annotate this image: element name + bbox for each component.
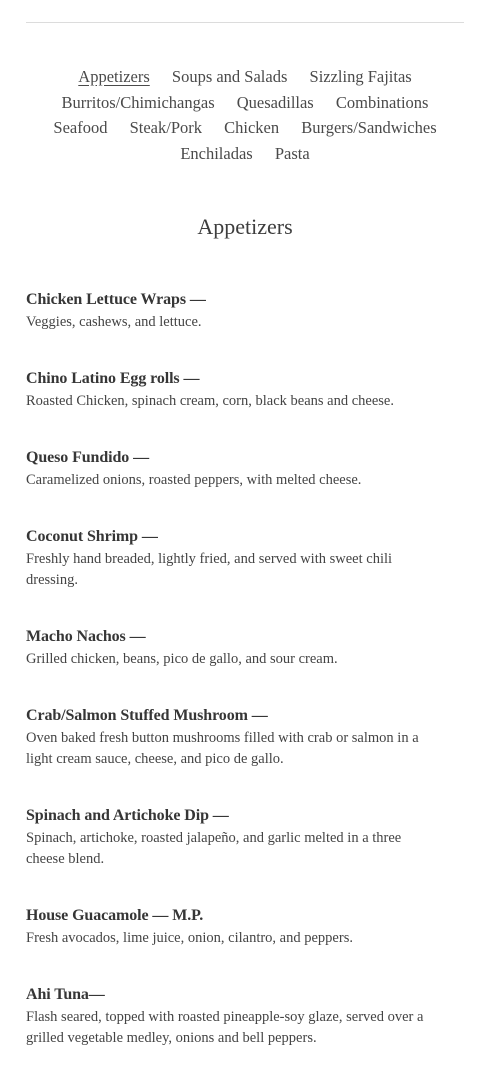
nav-link-pasta[interactable]: Pasta (274, 143, 310, 163)
menu-item (26, 804, 426, 870)
menu-item-name: House Guacamole — M.P. (26, 907, 204, 924)
category-nav (20, 64, 470, 166)
section-title: Appetizers (197, 214, 293, 239)
menu-list (26, 288, 426, 1049)
nav-link-soups-and-salads[interactable]: Soups and Salads (171, 67, 288, 86)
nav-link-sizzling-fajitas[interactable]: Sizzling Fajitas (309, 67, 412, 86)
menu-item-description: Roasted Chicken, spinach cream, corn, black beans and cheese. (26, 393, 394, 409)
nav-link-combinations[interactable]: Combinations (335, 92, 429, 112)
menu-item (26, 288, 426, 333)
nav-row-1 (20, 64, 470, 90)
menu-item-description: Veggies, cashews, and lettuce. (26, 314, 202, 330)
menu-item-name: Coconut Shrimp — (26, 528, 158, 545)
menu-item-description: Flash seared, topped with roasted pineapple-soy glaze, served over a grilled vegetable medley, onions and bell peppers. (26, 1009, 424, 1046)
menu-item-name: Ahi Tuna— (26, 986, 105, 1003)
nav-link-enchiladas[interactable]: Enchiladas (180, 143, 253, 163)
menu-item-description: Fresh avocados, lime juice, onion, cilantro, and peppers. (26, 930, 353, 946)
nav-row-2 (20, 90, 470, 116)
menu-item-description: Caramelized onions, roasted peppers, with melted cheese. (26, 472, 362, 488)
menu-item-description: Spinach, artichoke, roasted jalapeño, and garlic melted in a three cheese blend. (26, 830, 402, 867)
nav-link-burgers-sandwiches[interactable]: Burgers/Sandwiches (301, 118, 437, 137)
menu-item-name: Chino Latino Egg rolls — (26, 370, 200, 387)
menu-item (26, 367, 426, 412)
menu-item-name: Spinach and Artichoke Dip — (26, 807, 229, 824)
nav-link-burritos-chimichangas[interactable]: Burritos/Chimichangas (61, 92, 215, 112)
nav-link-appetizers[interactable]: Appetizers (78, 67, 150, 86)
menu-item-name: Queso Fundido — (26, 449, 149, 466)
menu-item-description: Freshly hand breaded, lightly fried, and served with sweet chili dressing. (26, 551, 393, 588)
nav-link-seafood[interactable]: Seafood (53, 118, 108, 137)
nav-link-chicken[interactable]: Chicken (224, 118, 280, 137)
menu-item (26, 704, 426, 770)
menu-item-description: Grilled chicken, beans, pico de gallo, and sour cream. (26, 651, 338, 667)
menu-item-description: Oven baked fresh button mushrooms filled with crab or salmon in a light cream sauce, cheese, and pico de gallo. (26, 730, 419, 767)
menu-item (26, 446, 426, 491)
top-divider (26, 22, 464, 23)
menu-item (26, 904, 426, 949)
menu-item-name: Chicken Lettuce Wraps — (26, 291, 206, 308)
nav-link-quesadillas[interactable]: Quesadillas (236, 92, 314, 112)
menu-item-name: Macho Nachos — (26, 628, 146, 645)
nav-row-4 (20, 141, 470, 167)
nav-row-3 (20, 115, 470, 141)
menu-item-name: Crab/Salmon Stuffed Mushroom — (26, 707, 268, 724)
menu-item (26, 525, 426, 591)
menu-item (26, 625, 426, 670)
nav-link-steak-pork[interactable]: Steak/Pork (129, 118, 203, 137)
menu-item (26, 983, 426, 1049)
